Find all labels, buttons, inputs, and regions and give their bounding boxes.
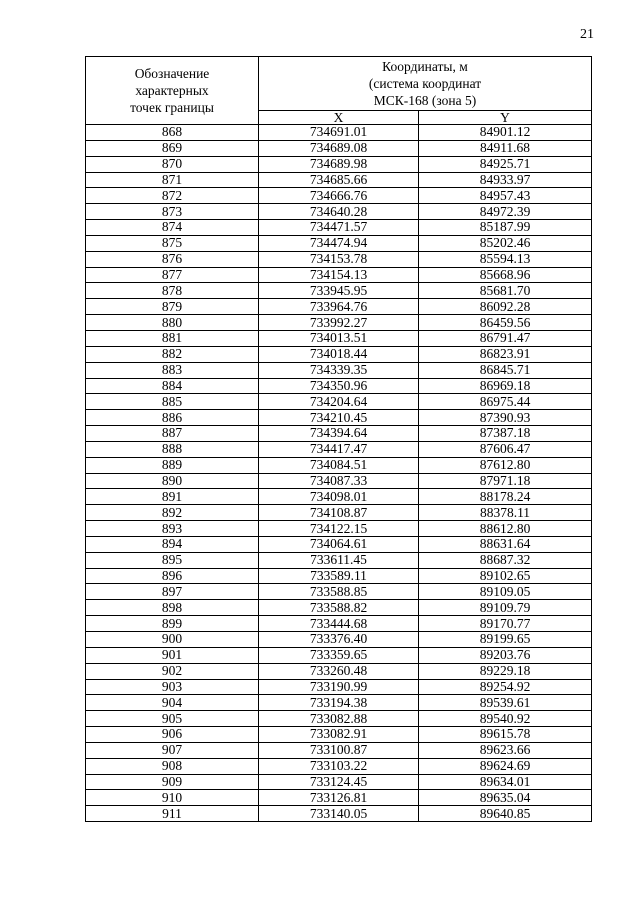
- x-coordinate-cell: 734087.33: [259, 473, 419, 489]
- coordinates-table: [85, 56, 592, 822]
- y-coordinate-cell: 84933.97: [419, 172, 592, 188]
- point-id-cell: 893: [86, 521, 259, 537]
- x-coordinate-cell: 733103.22: [259, 758, 419, 774]
- y-coordinate-cell: 86975.44: [419, 394, 592, 410]
- x-coordinate-cell: 733444.68: [259, 616, 419, 632]
- table-row: [86, 156, 592, 172]
- table-row: [86, 426, 592, 442]
- table-row: [86, 267, 592, 283]
- point-id-cell: 900: [86, 632, 259, 648]
- point-id-cell: 894: [86, 536, 259, 552]
- y-coordinate-cell: 88631.64: [419, 536, 592, 552]
- y-coordinate-cell: 84911.68: [419, 140, 592, 156]
- coords-header-line: МСК-168 (зона 5): [373, 93, 477, 108]
- x-coordinate-cell: 733124.45: [259, 774, 419, 790]
- y-coordinate-cell: 85187.99: [419, 220, 592, 236]
- table-row: [86, 394, 592, 410]
- page-number: 21: [580, 27, 594, 42]
- x-coordinate-cell: 733359.65: [259, 647, 419, 663]
- y-coordinate-cell: 85681.70: [419, 283, 592, 299]
- x-coordinate-cell: 734153.78: [259, 251, 419, 267]
- point-id-cell: 884: [86, 378, 259, 394]
- table-row: [86, 457, 592, 473]
- y-coordinate-cell: 87971.18: [419, 473, 592, 489]
- point-id-cell: 889: [86, 457, 259, 473]
- x-coordinate-cell: 733190.99: [259, 679, 419, 695]
- y-coordinate-cell: 87390.93: [419, 410, 592, 426]
- table-row: [86, 188, 592, 204]
- y-coordinate-cell: 89102.65: [419, 568, 592, 584]
- point-id-cell: 905: [86, 711, 259, 727]
- x-coordinate-cell: 734098.01: [259, 489, 419, 505]
- y-coordinate-cell: 86823.91: [419, 346, 592, 362]
- x-coordinate-cell: 733945.95: [259, 283, 419, 299]
- point-header-line: точек границы: [130, 100, 214, 115]
- point-id-cell: 877: [86, 267, 259, 283]
- point-id-cell: 907: [86, 742, 259, 758]
- table-header-row: [86, 57, 592, 111]
- y-coordinate-cell: 84972.39: [419, 204, 592, 220]
- point-id-cell: 891: [86, 489, 259, 505]
- y-coordinate-cell: 89635.04: [419, 790, 592, 806]
- table-row: [86, 552, 592, 568]
- y-coordinate-cell: 85202.46: [419, 235, 592, 251]
- y-coordinate-cell: 89634.01: [419, 774, 592, 790]
- y-coordinate-cell: 89203.76: [419, 647, 592, 663]
- x-coordinate-cell: 734064.61: [259, 536, 419, 552]
- y-coordinate-cell: 84901.12: [419, 125, 592, 141]
- x-coordinate-cell: 733194.38: [259, 695, 419, 711]
- x-coordinate-cell: 733376.40: [259, 632, 419, 648]
- point-id-cell: 911: [86, 806, 259, 822]
- table-row: [86, 441, 592, 457]
- table-row: [86, 283, 592, 299]
- coords-header-line: (система координат: [368, 76, 482, 91]
- point-header-line: Обозначение: [134, 66, 210, 81]
- x-coordinate-cell: 734154.13: [259, 267, 419, 283]
- point-id-cell: 869: [86, 140, 259, 156]
- y-coordinate-cell: 89109.05: [419, 584, 592, 600]
- y-coordinate-cell: 85668.96: [419, 267, 592, 283]
- x-coordinate-cell: 733611.45: [259, 552, 419, 568]
- point-id-cell: 873: [86, 204, 259, 220]
- point-id-cell: 871: [86, 172, 259, 188]
- coordinates-header: [259, 57, 592, 111]
- table-row: [86, 536, 592, 552]
- table-row: [86, 632, 592, 648]
- point-header-line: характерных: [135, 83, 209, 98]
- y-coordinate-cell: 89623.66: [419, 742, 592, 758]
- table-row: [86, 251, 592, 267]
- point-id-cell: 870: [86, 156, 259, 172]
- y-coordinate-cell: 87612.80: [419, 457, 592, 473]
- x-coordinate-cell: 733964.76: [259, 299, 419, 315]
- x-coordinate-cell: 733082.88: [259, 711, 419, 727]
- table-row: [86, 315, 592, 331]
- x-coordinate-cell: 733992.27: [259, 315, 419, 331]
- table-row: [86, 505, 592, 521]
- x-coordinate-cell: 734666.76: [259, 188, 419, 204]
- y-coordinate-cell: 88378.11: [419, 505, 592, 521]
- coords-header-line: Координаты, м: [382, 59, 468, 74]
- point-id-cell: 904: [86, 695, 259, 711]
- point-id-cell: 883: [86, 362, 259, 378]
- table-row: [86, 235, 592, 251]
- table-row: [86, 584, 592, 600]
- table-row: [86, 362, 592, 378]
- point-id-cell: 897: [86, 584, 259, 600]
- point-id-cell: 895: [86, 552, 259, 568]
- table-row: [86, 378, 592, 394]
- y-coordinate-cell: 88612.80: [419, 521, 592, 537]
- x-column-header: X: [259, 111, 419, 125]
- point-id-cell: 881: [86, 330, 259, 346]
- x-coordinate-cell: 734350.96: [259, 378, 419, 394]
- table-row: [86, 600, 592, 616]
- x-coordinate-cell: 734691.01: [259, 125, 419, 141]
- x-coordinate-cell: 733589.11: [259, 568, 419, 584]
- y-coordinate-cell: 87606.47: [419, 441, 592, 457]
- table-row: [86, 742, 592, 758]
- y-coordinate-cell: 86845.71: [419, 362, 592, 378]
- table-body: [86, 125, 592, 822]
- x-coordinate-cell: 733588.82: [259, 600, 419, 616]
- table-row: [86, 330, 592, 346]
- x-coordinate-cell: 733100.87: [259, 742, 419, 758]
- y-coordinate-cell: 89624.69: [419, 758, 592, 774]
- table-row: [86, 790, 592, 806]
- point-id-cell: 874: [86, 220, 259, 236]
- y-coordinate-cell: 89170.77: [419, 616, 592, 632]
- x-coordinate-cell: 734474.94: [259, 235, 419, 251]
- x-coordinate-cell: 733588.85: [259, 584, 419, 600]
- point-id-cell: 875: [86, 235, 259, 251]
- table-row: [86, 727, 592, 743]
- point-id-cell: 868: [86, 125, 259, 141]
- point-id-cell: 882: [86, 346, 259, 362]
- x-coordinate-cell: 734689.98: [259, 156, 419, 172]
- point-id-cell: 890: [86, 473, 259, 489]
- y-coordinate-cell: 89199.65: [419, 632, 592, 648]
- point-id-cell: 879: [86, 299, 259, 315]
- y-coordinate-cell: 89254.92: [419, 679, 592, 695]
- y-coordinate-cell: 89229.18: [419, 663, 592, 679]
- x-coordinate-cell: 734471.57: [259, 220, 419, 236]
- point-id-cell: 903: [86, 679, 259, 695]
- y-coordinate-cell: 88178.24: [419, 489, 592, 505]
- table-row: [86, 663, 592, 679]
- point-designation-header: [86, 57, 259, 125]
- x-coordinate-cell: 734108.87: [259, 505, 419, 521]
- table-row: [86, 140, 592, 156]
- x-coordinate-cell: 734204.64: [259, 394, 419, 410]
- table-row: [86, 299, 592, 315]
- y-coordinate-cell: 89640.85: [419, 806, 592, 822]
- y-coordinate-cell: 85594.13: [419, 251, 592, 267]
- table-row: [86, 220, 592, 236]
- point-id-cell: 902: [86, 663, 259, 679]
- x-coordinate-cell: 734210.45: [259, 410, 419, 426]
- point-id-cell: 876: [86, 251, 259, 267]
- point-id-cell: 878: [86, 283, 259, 299]
- table-row: [86, 711, 592, 727]
- y-coordinate-cell: 86092.28: [419, 299, 592, 315]
- x-coordinate-cell: 734640.28: [259, 204, 419, 220]
- point-id-cell: 885: [86, 394, 259, 410]
- point-id-cell: 880: [86, 315, 259, 331]
- table-row: [86, 679, 592, 695]
- table-row: [86, 204, 592, 220]
- table-row: [86, 521, 592, 537]
- table-row: [86, 568, 592, 584]
- table-row: [86, 125, 592, 141]
- table-row: [86, 346, 592, 362]
- y-coordinate-cell: 86969.18: [419, 378, 592, 394]
- x-coordinate-cell: 734122.15: [259, 521, 419, 537]
- x-coordinate-cell: 734394.64: [259, 426, 419, 442]
- point-id-cell: 901: [86, 647, 259, 663]
- y-coordinate-cell: 87387.18: [419, 426, 592, 442]
- table-row: [86, 774, 592, 790]
- table-row: [86, 695, 592, 711]
- y-coordinate-cell: 86459.56: [419, 315, 592, 331]
- point-id-cell: 886: [86, 410, 259, 426]
- y-column-header: Y: [419, 111, 592, 125]
- point-id-cell: 892: [86, 505, 259, 521]
- y-coordinate-cell: 89615.78: [419, 727, 592, 743]
- y-coordinate-cell: 89539.61: [419, 695, 592, 711]
- point-id-cell: 908: [86, 758, 259, 774]
- y-coordinate-cell: 86791.47: [419, 330, 592, 346]
- x-coordinate-cell: 733140.05: [259, 806, 419, 822]
- table-row: [86, 410, 592, 426]
- x-coordinate-cell: 734013.51: [259, 330, 419, 346]
- x-coordinate-cell: 734689.08: [259, 140, 419, 156]
- x-coordinate-cell: 734417.47: [259, 441, 419, 457]
- x-coordinate-cell: 733082.91: [259, 727, 419, 743]
- point-id-cell: 898: [86, 600, 259, 616]
- y-coordinate-cell: 84925.71: [419, 156, 592, 172]
- y-coordinate-cell: 88687.32: [419, 552, 592, 568]
- point-id-cell: 906: [86, 727, 259, 743]
- table-row: [86, 806, 592, 822]
- x-coordinate-cell: 734339.35: [259, 362, 419, 378]
- y-coordinate-cell: 84957.43: [419, 188, 592, 204]
- y-coordinate-cell: 89109.79: [419, 600, 592, 616]
- point-id-cell: 899: [86, 616, 259, 632]
- table-row: [86, 647, 592, 663]
- table-row: [86, 489, 592, 505]
- y-coordinate-cell: 89540.92: [419, 711, 592, 727]
- point-id-cell: 887: [86, 426, 259, 442]
- table-row: [86, 616, 592, 632]
- point-id-cell: 910: [86, 790, 259, 806]
- point-id-cell: 909: [86, 774, 259, 790]
- point-id-cell: 896: [86, 568, 259, 584]
- table-row: [86, 758, 592, 774]
- table-row: [86, 172, 592, 188]
- x-coordinate-cell: 734685.66: [259, 172, 419, 188]
- point-id-cell: 888: [86, 441, 259, 457]
- point-id-cell: 872: [86, 188, 259, 204]
- x-coordinate-cell: 733126.81: [259, 790, 419, 806]
- x-coordinate-cell: 734084.51: [259, 457, 419, 473]
- x-coordinate-cell: 733260.48: [259, 663, 419, 679]
- x-coordinate-cell: 734018.44: [259, 346, 419, 362]
- table-row: [86, 473, 592, 489]
